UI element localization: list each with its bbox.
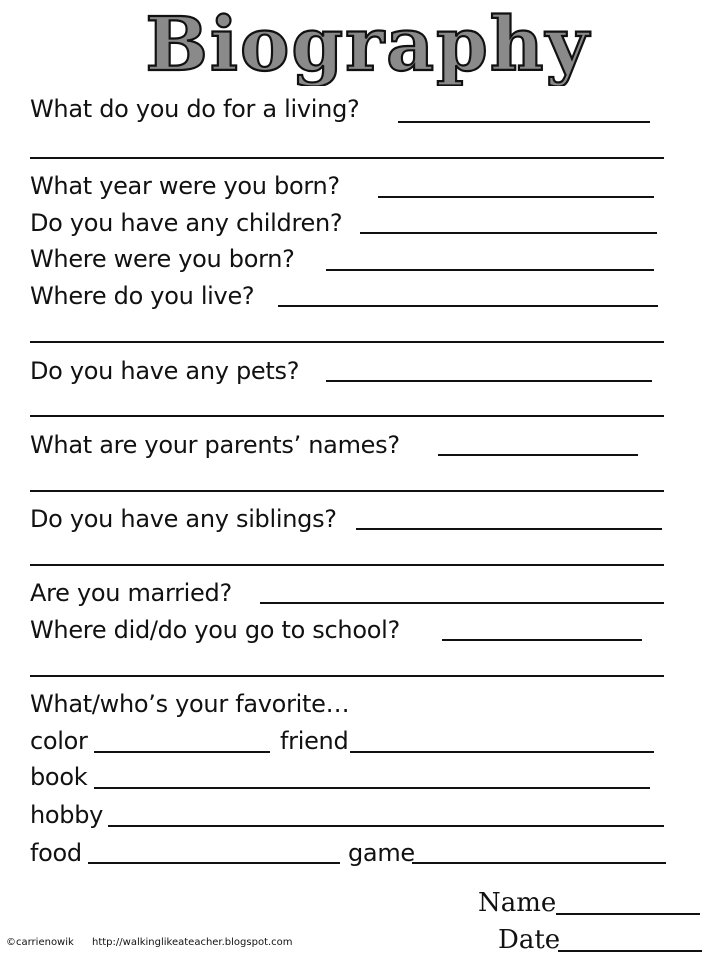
question-year-born: What year were you born? [30, 172, 340, 200]
question-pets: Do you have any pets? [30, 357, 300, 385]
favorite-hobby-label: hobby [30, 801, 104, 829]
blog-url[interactable]: http://walkinglikeateacher.blogspot.com [92, 937, 293, 948]
answer-line-school-2[interactable] [30, 675, 664, 677]
favorite-friend-label: friend [280, 727, 349, 755]
favorite-hobby-line[interactable] [108, 825, 664, 827]
favorite-book-line[interactable] [94, 787, 650, 789]
page-title [0, 0, 719, 86]
favorite-color-label: color [30, 727, 88, 755]
answer-line-where-live[interactable] [278, 305, 658, 307]
favorite-food-label: food [30, 839, 82, 867]
question-married: Are you married? [30, 579, 232, 607]
favorite-game-label: game [348, 839, 415, 867]
favorite-food-line[interactable] [88, 862, 340, 864]
answer-line-where-born[interactable] [326, 269, 654, 271]
favorite-friend-line[interactable] [350, 751, 654, 753]
favorite-game-line[interactable] [412, 862, 666, 864]
answer-line-parents[interactable] [438, 454, 638, 456]
question-living: What do you do for a living? [30, 95, 360, 123]
name-label: Name [478, 888, 557, 918]
answer-line-siblings-2[interactable] [30, 564, 664, 566]
answer-line-married[interactable] [260, 602, 664, 604]
question-siblings: Do you have any siblings? [30, 505, 337, 533]
answer-line-year-born[interactable] [378, 196, 654, 198]
question-children: Do you have any children? [30, 209, 343, 237]
page-title-text: Biography [145, 2, 591, 86]
date-label: Date [498, 925, 561, 955]
answer-line-pets-2[interactable] [30, 415, 664, 417]
answer-line-living[interactable] [398, 121, 650, 123]
answer-line-where-live-2[interactable] [30, 341, 664, 343]
answer-line-pets[interactable] [326, 380, 652, 382]
question-where-live: Where do you live? [30, 282, 255, 310]
question-school: Where did/do you go to school? [30, 616, 400, 644]
answer-line-siblings[interactable] [356, 528, 662, 530]
copyright-text: ©carrienowik [6, 937, 74, 948]
answer-line-school[interactable] [442, 639, 642, 641]
question-parents: What are your parents’ names? [30, 431, 400, 459]
favorite-color-line[interactable] [94, 751, 270, 753]
answer-line-parents-2[interactable] [30, 490, 664, 492]
date-line[interactable] [558, 950, 702, 952]
name-line[interactable] [556, 913, 700, 915]
question-where-born: Where were you born? [30, 245, 295, 273]
favorite-book-label: book [30, 763, 88, 791]
answer-line-living-2[interactable] [30, 157, 664, 159]
favorite-heading: What/who’s your favorite… [30, 690, 350, 718]
answer-line-children[interactable] [360, 232, 657, 234]
